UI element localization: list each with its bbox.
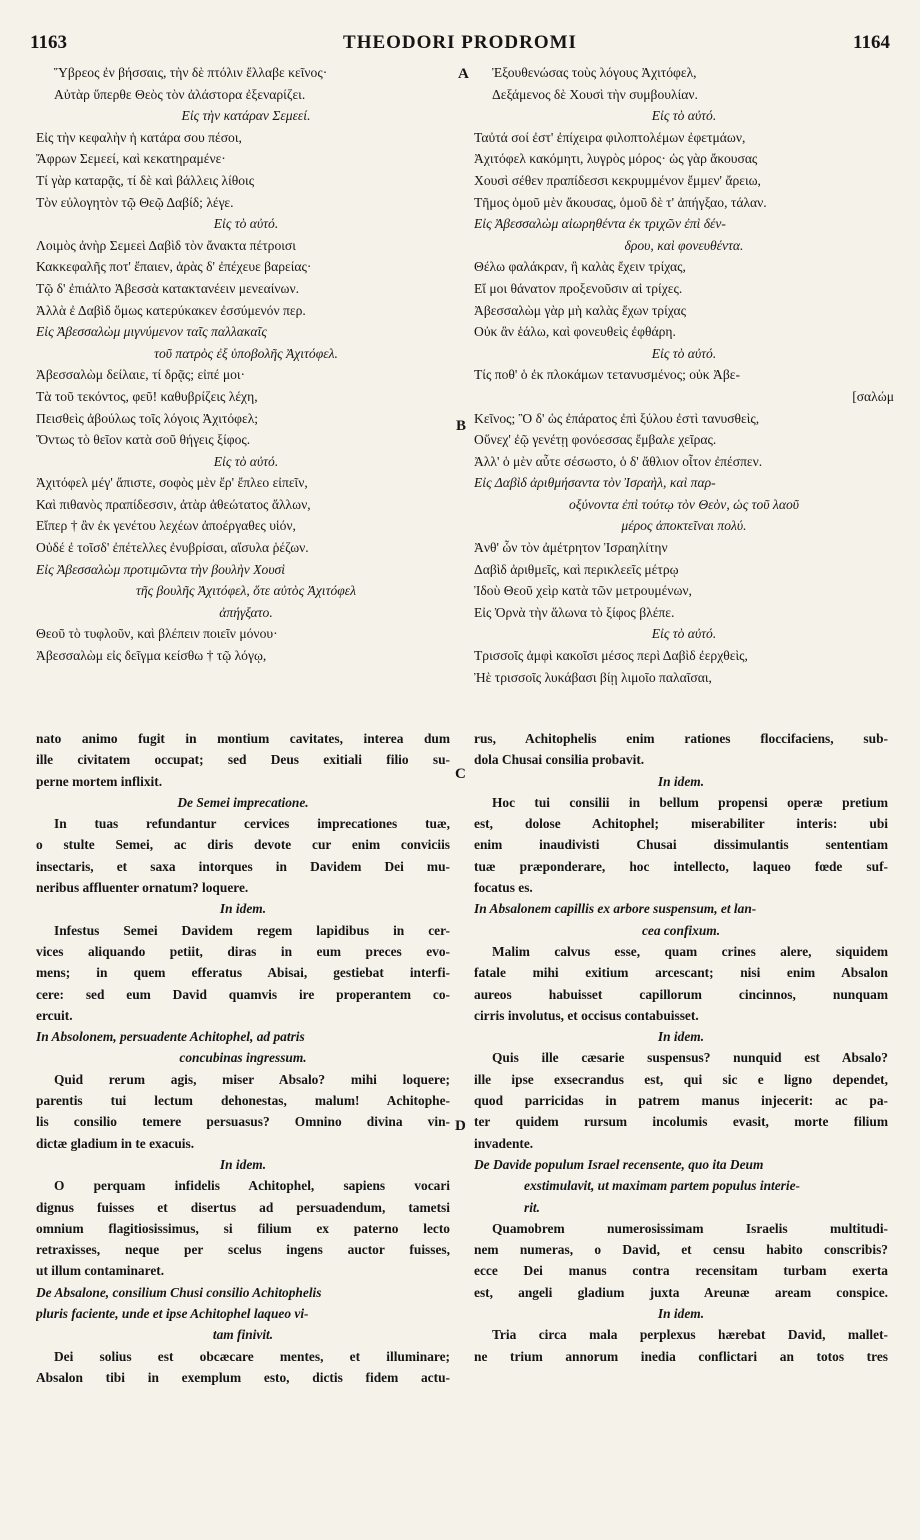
margin-mark-a: A — [458, 66, 469, 82]
greek-verse-line: Ἀβεσσαλὼμ γὰρ μὴ καλὰς ἔχων τρίχας — [474, 302, 686, 318]
greek-column-right — [474, 62, 894, 688]
greek-verse-line: Ἀλλὰ ἐ Δαβὶδ ὅμως κατερύκακεν ἐσσύμενόν περ. — [36, 302, 306, 318]
page-number-left: 1163 — [30, 32, 67, 53]
greek-verse-line: Δαβὶδ ἀριθμεῖς, καὶ περικλεεῖς μέτρῳ — [474, 561, 679, 577]
latin-text-line: vices aliquando petiit, diras in eum preces evo- — [36, 943, 450, 959]
greek-verse-line: Τὸν εὐλογητὸν τῷ Θεῷ Δαβίδ; λέγε. — [36, 194, 234, 210]
greek-heading: Εἰς τὸ αὐτό. — [651, 626, 717, 642]
latin-text-line: o stulte Semei, ac diris devote cur enim conviciis — [36, 837, 450, 853]
latin-text-line: nem numeras, o David, et censu habito conscribis? — [474, 1242, 888, 1258]
margin-mark-d: D — [455, 1118, 466, 1134]
latin-text-line: Absalon tibi in exemplum esto, dictis fidem actu- — [36, 1369, 450, 1385]
latin-heading: In idem. — [219, 1156, 267, 1172]
latin-text-line: O perquam infidelis Achitophel, sapiens vocari — [54, 1178, 450, 1194]
latin-text-line: Hoc tui consilii in bellum propensi operæ pretium — [492, 794, 888, 810]
latin-text-line: dola Chusai consilia probavit. — [474, 752, 645, 768]
latin-text-line: In tuas refundantur cervices imprecationes tuæ, — [54, 816, 450, 832]
greek-heading: Εἰς τὴν κατάραν Σεμεεί. — [181, 108, 311, 124]
greek-verse-line: Λοιμὸς ἀνὴρ Σεμεεὶ Δαβὶδ τὸν ἄνακτα πέτροισι — [36, 237, 296, 253]
greek-verse-line: Οὐδέ ἐ τοῖσδ' ἐπέτελλες ἐνυβρίσαι, αἴσυλα ῥέζων. — [36, 540, 309, 556]
margin-mark-b: B — [456, 418, 467, 434]
greek-verse-line: Θέλω φαλάκραν, ἢ καλὰς ἔχειν τρίχας, — [474, 259, 686, 275]
latin-text-line: Dei solius est obcæcare mentes, et illuminare; — [54, 1348, 450, 1364]
greek-verse-line: Τῆμος ὁμοῦ μὲν ἄκουσας, ὁμοῦ δὲ τ' ἀπήγξαο, τάλαν. — [474, 194, 767, 210]
greek-verse-line: Θεοῦ τὸ τυφλοῦν, καὶ βλέπειν ποιεῖν μόνου· — [36, 626, 278, 642]
latin-text-line: parentis tui lectum dehonestas, malum! Achitophe- — [36, 1093, 450, 1109]
greek-verse-line: Ἄφρων Σεμεεί, καὶ κεκατηραμένε· — [36, 151, 226, 167]
greek-verse-line: Αὐτὰρ ὕπερθε Θεὸς τὸν ἀλάστορα ἐξεναρίζει. — [54, 86, 306, 102]
latin-text-line: retraxisses, neque per scelus ingens auctor fuisses, — [36, 1242, 450, 1258]
greek-verse-line: Ἀλλ' ὁ μὲν αὖτε σέσωστο, ὁ δ' ἄθλιον οἶτον ἐπέσπεν. — [474, 453, 763, 469]
latin-text-line: Quis ille cæsarie suspensus? nunquid est Absalo? — [492, 1050, 888, 1066]
latin-text-line: dignus fuisses et disertus ad persuadendum, tametsi — [36, 1199, 450, 1215]
greek-verse-line: Ἰδοὺ Θεοῦ χεὶρ κατὰ τῶν μετρουμένων, — [474, 583, 692, 599]
greek-column-left — [36, 62, 456, 667]
latin-text-line: ecce Dei manus contra recensitam turbam exerta — [474, 1263, 888, 1279]
greek-verse-line: Ἠὲ τρισσοῖς λυκάβασι βίῃ λιμοῖο παλαῖσαι, — [474, 669, 712, 685]
greek-verse-line: Τῷ δ' ἐπιάλτο Ἀβεσσὰ κατακτανέειν μενεαίνων. — [36, 280, 300, 296]
latin-heading: tam finivit. — [212, 1327, 274, 1343]
latin-text-line: Tria circa mala perplexus hærebat David, mallet- — [492, 1327, 888, 1343]
greek-heading: μέρος ἀποκτεῖναι πολύ. — [621, 518, 747, 534]
greek-verse-line: Ἀχιτόφελ κακόμητι, λυγρὸς μόρος· ὡς γὰρ ἄκουσας — [474, 151, 758, 167]
greek-verse-line: Δεξάμενος δὲ Χουσὶ τὴν συμβουλίαν. — [492, 86, 698, 102]
greek-heading: Εἰς τὸ αὐτό. — [213, 216, 279, 232]
page-number-right: 1164 — [853, 32, 890, 53]
greek-verse-line: Τρισσοῖς ἀμφὶ κακοῖσι μέσος περὶ Δαβὶδ ἐερχθεὶς, — [474, 648, 748, 664]
latin-text-line: est, angeli gladium juxta Areunæ aream conspice. — [474, 1284, 888, 1300]
latin-heading: In idem. — [657, 1029, 705, 1045]
running-header — [30, 32, 890, 58]
latin-heading: In Absalonem capillis ex arbore suspensum, et lan- — [474, 901, 757, 917]
greek-heading: τῆς βουλῆς Ἀχιτόφελ, ὅτε αὐτὸς Ἀχιτόφελ — [135, 583, 357, 599]
latin-text-line: quod parricidas in patrem manus injecerit: ac pa- — [474, 1093, 888, 1109]
latin-text-line: nato animo fugit in montium cavitates, interea dum — [36, 731, 450, 746]
latin-text-line: invadente. — [474, 1135, 534, 1151]
latin-text-line: Quamobrem numerosissimam Israelis multitudi- — [492, 1220, 888, 1236]
greek-verse-line: Ὄντως τὸ θεῖον κατὰ σοῦ θήγεις ξίφος. — [36, 432, 251, 448]
margin-mark-c: C — [455, 766, 466, 782]
latin-heading: exstimulavit, ut maximam partem populus interie- — [524, 1178, 801, 1194]
greek-verse-line: Ταὐτά σοί ἐστ' ἐπίχειρα φιλοπτολέμων ἐφετμάων, — [474, 129, 746, 145]
latin-heading: In Absolonem, persuadente Achitophel, ad patris — [36, 1029, 305, 1045]
latin-text-line: lis consilio temere persuasus? Omnino divina vin- — [36, 1114, 450, 1130]
greek-verse-line: Κακκεφαλῆς ποτ' ἔπαιεν, ἀρὰς δ' ἐπέχευε βαρείας· — [36, 259, 312, 275]
latin-text-line: enim inaudivisti Chusai dissimulantis sententiam — [474, 837, 888, 853]
greek-verse-line: Τὰ τοῦ τεκόντος, φεῦ! καθυβρίζεις λέχη, — [36, 388, 258, 404]
greek-verse-line: Εἰς Ὀρνὰ τὴν ἅλωνα τὸ ξίφος βλέπε. — [474, 604, 675, 620]
latin-text-line: aureos habuisset capillorum cincinnos, nunquam — [474, 986, 888, 1002]
greek-heading: Εἰς Ἀβεσσαλὼμ αἰωρηθέντα ἐκ τριχῶν ἐπὶ δέν- — [474, 216, 726, 232]
latin-heading: De Absalone, consilium Chusi consilio Achitophelis — [36, 1284, 322, 1300]
greek-verse-line: Ἐξουθενώσας τοὺς λόγους Ἀχιτόφελ, — [492, 65, 697, 80]
latin-text-line: perne mortem inflixit. — [36, 773, 163, 789]
latin-heading: pluris faciente, unde et ipse Achitophel laqueo vi- — [36, 1306, 309, 1322]
latin-heading: In idem. — [657, 1306, 705, 1322]
latin-text-line: ter quidem rursum incolumis evasit, morte filium — [474, 1114, 888, 1130]
latin-text-line: ercuit. — [36, 1007, 73, 1023]
latin-heading: In idem. — [657, 773, 705, 789]
greek-verse-line: Εἴ μοι θάνατον προξενοῦσιν αἱ τρίχες. — [474, 280, 683, 296]
greek-heading: τοῦ πατρὸς ἐξ ὑποβολῆς Ἀχιτόφελ. — [154, 345, 338, 361]
greek-verse-line: Τίς ποθ' ὁ ἐκ πλοκάμων τετανυσμένος; οὐκ Ἀβε- — [474, 367, 741, 383]
latin-text-line: dictæ gladium in te exacuis. — [36, 1135, 195, 1151]
latin-text-line: Quid rerum agis, miser Absalo? mihi loquere; — [54, 1071, 450, 1087]
latin-text-line: ille civitatem occupat; sed Deus exitiali filio su- — [36, 752, 450, 768]
latin-text-line: Infestus Semei Davidem regem lapidibus in cer- — [54, 922, 450, 938]
greek-verse-line: Εἰς τὴν κεφαλὴν ἡ κατάρα σου πέσοι, — [36, 129, 242, 145]
greek-verse-line: Κεῖνος; Ὃ δ' ὡς ἐπάρατος ἐπὶ ξύλου ἐστὶ τανυσθεὶς, — [474, 410, 760, 426]
latin-heading: In idem. — [219, 901, 267, 917]
latin-heading: De Davide populum Israel recensente, quo ita Deum — [474, 1156, 764, 1172]
latin-text-line: ne trium annorum inedia conflictari an totos tres — [474, 1348, 888, 1364]
greek-verse-line: Οὐκ ἂν ἑάλω, καὶ φονευθεὶς ἐφθάρη. — [474, 324, 676, 340]
greek-verse-line: Οὕνεχ' ἐῷ γενέτῃ φονόεσσας ἔμβαλε χεῖρας. — [474, 432, 717, 448]
latin-text-line: fatale mihi exitium arcescant; nisi enim Absalon — [474, 965, 888, 981]
latin-heading: De Semei imprecatione. — [177, 794, 309, 810]
greek-verse-line: Πεισθεὶς ἀβούλως τοῖς λόγοις Ἀχιτόφελ; — [36, 410, 259, 426]
greek-verse-line: Ἀνθ' ὧν τὸν ἀμέτρητον Ἰσραηλίτην — [474, 540, 668, 556]
latin-text-line: tuæ præponderare, hoc intellecto, laqueo fœde suf- — [474, 858, 888, 874]
greek-heading: Εἰς τὸ αὐτό. — [651, 108, 717, 124]
greek-verse-line: Εἴπερ † ἂν ἐκ γενέτου λεχέων ἀποέργαθες υἱόν, — [36, 518, 296, 534]
greek-verse-line: Ἀβεσσαλὼμ δείλαιε, τί δρᾷς; εἰπέ μοι· — [36, 367, 246, 383]
latin-text-line: ille ipse exsecrandus est, qui sic e ligno dependet, — [474, 1071, 888, 1087]
latin-text-line: neribus affluenter ornatum? loquere. — [36, 880, 249, 896]
greek-heading: Εἰς Ἀβεσσαλὼμ μιγνύμενον ταῖς παλλακαῖς — [36, 324, 267, 340]
latin-heading: cea confixum. — [641, 922, 721, 938]
greek-verse-line: Ἀχιτόφελ μέγ' ἄπιστε, σοφὸς μὲν ἔρ' ἔπλεο εἰπεῖν, — [36, 475, 308, 491]
latin-text-line: insectaris, et saxa intorques in Davidem Dei mu- — [36, 858, 450, 874]
latin-text-line: mens; in quem efferatus Abisai, gestiebat interfi- — [36, 965, 450, 981]
latin-text-line: est, dolose Achitophel; miserabiliter interis: ubi — [474, 816, 888, 832]
latin-column-left — [36, 728, 450, 1388]
latin-text-line: cirris involutus, et occisus contabuisset. — [474, 1007, 699, 1023]
latin-text-line: rus, Achitophelis enim rationes floccifaciens, sub- — [474, 731, 888, 746]
latin-text-line: focatus es. — [474, 880, 533, 896]
greek-heading: Εἰς Δαβὶδ ἀριθμήσαντα τὸν Ἰσραὴλ, καὶ παρ- — [474, 475, 716, 491]
greek-verse-line: Ἀβεσσαλὼμ εἰς δεῖγμα κείσθω † τῷ λόγῳ, — [36, 648, 267, 664]
greek-heading: οξύνοντα ἐπὶ τούτῳ τὸν Θεὸν, ὡς τοῦ λαοῦ — [569, 496, 799, 512]
running-title: THEODORI PRODROMI — [343, 32, 577, 53]
greek-verse-line: Χουσὶ σέθεν πραπίδεσσι κεκρυμμένον ἔμμεν' ἄρειω, — [474, 172, 761, 188]
latin-text-line: omnium flagitiosissimus, si filium ex paterno lecto — [36, 1220, 450, 1236]
greek-heading: Εἰς τὸ αὐτό. — [651, 345, 717, 361]
greek-verse-line: Καὶ πιθανὸς πραπίδεσσιν, ἀτὰρ ἀθεώτατος ἄλλων, — [36, 496, 311, 512]
latin-text-line: ut illum contaminaret. — [36, 1263, 165, 1279]
latin-column-right — [474, 728, 888, 1367]
greek-verse-line: Ὕβρεος ἐν βήσσαις, τὴν δὲ πτόλιν ἔλλαβε κεῖνος· — [54, 65, 328, 80]
greek-heading: Εἰς Ἀβεσσαλὼμ προτιμῶντα τὴν βουλὴν Χουσὶ — [36, 561, 286, 577]
latin-heading: rit. — [524, 1199, 540, 1215]
greek-verse-line: [σαλώμ — [852, 388, 894, 404]
greek-heading: Εἰς τὸ αὐτό. — [213, 453, 279, 469]
latin-text-line: Malim calvus esse, quam crines alere, siquidem — [492, 943, 888, 959]
greek-heading: δρου, καὶ φονευθέντα. — [624, 237, 744, 253]
latin-heading: concubinas ingressum. — [179, 1050, 307, 1066]
latin-text-line: cere: sed eum David quamvis ire properantem co- — [36, 986, 450, 1002]
greek-verse-line: Τί γὰρ καταρᾷς, τί δὲ καὶ βάλλεις λίθοις — [36, 172, 255, 188]
greek-heading: ἀπήγξατο. — [219, 604, 273, 620]
